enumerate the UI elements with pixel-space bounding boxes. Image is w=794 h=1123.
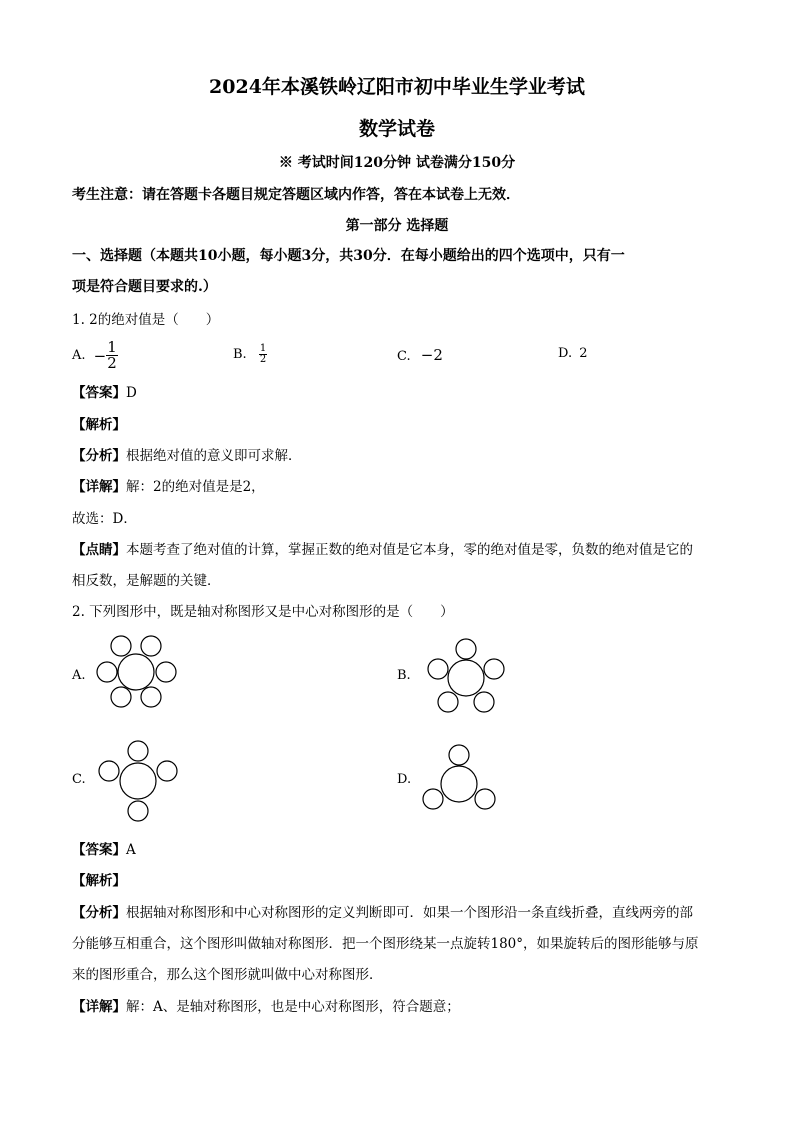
q1-option-a-label: A.	[72, 348, 86, 363]
q1-answer-tag: 【答案】	[72, 385, 126, 401]
q1-xiangjie-tag: 【详解】	[72, 479, 126, 495]
q2-figure-d-circle	[423, 789, 443, 809]
q2-xiangjie-text: 解：A、是轴对称图形，也是中心对称图形，符合题意；	[126, 999, 460, 1015]
q1-stem: 1. 2的绝对值是（ ）	[72, 312, 220, 328]
q2-figure-b-circle	[438, 692, 458, 712]
q2-fenxi-line3: 来的图形重合，那么这个图形就叫做中心对称图形．	[72, 967, 383, 983]
q1-fenxi-tag: 【分析】	[72, 448, 126, 464]
q2-fenxi-text: 根据轴对称图形和中心对称图形的定义判断即可．如果一个图形沿一条直线折叠，直线两旁的部	[126, 905, 693, 921]
q2-figure-b-circle	[456, 639, 476, 659]
q1-fenxi	[72, 444, 302, 464]
q2-figure-c-center-circle	[120, 763, 156, 799]
q1-option-b	[233, 344, 267, 365]
q1-dianjing-tag: 【点睛】	[72, 542, 126, 558]
q2-figure-b-circle	[484, 659, 504, 679]
q1-fenxi-text: 根据绝对值的意义即可求解．	[126, 448, 302, 464]
q1-dianjing	[72, 538, 693, 558]
q2-option-c-label: C.	[72, 772, 86, 787]
q2-fenxi-tag: 【分析】	[72, 905, 126, 921]
q2-figure-c-circle	[128, 741, 148, 761]
q1-option-d	[558, 346, 588, 361]
q2-option-b-label: B.	[397, 668, 411, 683]
q2-option-d-label: D.	[397, 772, 412, 787]
q1-answer-value: D	[126, 385, 137, 401]
subject-title: 数学试卷	[358, 118, 435, 140]
q1-xiangjie-text: 解：2的绝对值是是2，	[126, 479, 265, 495]
q2-figure-d-center-circle	[441, 766, 477, 802]
q2-figure-a-circle	[141, 636, 161, 656]
q2-figure-b	[420, 634, 520, 719]
q2-figure-b-circle	[428, 659, 448, 679]
q2-figure-a	[90, 630, 185, 715]
q1-answer	[72, 381, 137, 401]
q2-figure-c-circle	[157, 761, 177, 781]
q2-answer-tag: 【答案】	[72, 842, 126, 858]
q2-figure-a-circle	[156, 662, 176, 682]
q1-dianjing-line2: 相反数，是解题的关键．	[72, 573, 221, 589]
part-heading: 第一部分 选择题	[345, 218, 449, 234]
q1-analysis-tag	[72, 413, 126, 433]
q1-choose: 故选：D．	[72, 511, 137, 527]
q1-option-d-value: 2	[579, 346, 588, 361]
exam-title: 2024年本溪铁岭辽阳市初中毕业生学业考试	[209, 76, 585, 98]
section-heading-line1: 一、选择题（本题共10小题，每小题3分，共30分．在每小题给出的四个选项中，只有一	[72, 248, 625, 264]
q2-xiangjie	[72, 995, 460, 1015]
section-heading-line2: 项是符合题目要求的.）	[72, 279, 217, 295]
q2-figure-d-circle	[475, 789, 495, 809]
q2-figure-b-circle	[474, 692, 494, 712]
q2-figure-a-circle	[141, 687, 161, 707]
q2-fenxi-line2: 分能够互相重合，这个图形叫做轴对称图形．把一个图形绕某一点旋转180°，如果旋转后的图形能够与原	[72, 936, 699, 952]
q1-option-c-value: −2	[420, 346, 443, 364]
q1-analysis-label: 【解析】	[72, 417, 126, 433]
q2-option-a-label: A.	[72, 668, 86, 683]
q2-figure-a-circle	[111, 687, 131, 707]
q2-fenxi	[72, 901, 693, 921]
q2-figure-a-center-circle	[118, 654, 154, 690]
q1-option-d-label: D.	[558, 346, 573, 361]
q2-xiangjie-tag: 【详解】	[72, 999, 126, 1015]
exam-notice: 考生注意：请在答题卡各题目规定答题区域内作答，答在本试卷上无效．	[72, 187, 520, 203]
q2-figure-c	[92, 736, 187, 826]
q1-option-a-numerator: 1	[107, 338, 117, 356]
q2-figure-d	[416, 740, 506, 815]
q1-option-b-fraction	[259, 344, 267, 365]
exam-info: ※ 考试时间120分钟 试卷满分150分	[278, 155, 516, 171]
q2-figure-c-circle	[128, 801, 148, 821]
q1-option-a-denominator: 2	[107, 354, 117, 372]
q2-figure-a-circle	[97, 662, 117, 682]
q1-option-b-denominator: 2	[259, 354, 267, 365]
q1-option-a-fraction	[106, 340, 118, 371]
q1-option-b-numerator: 1	[259, 343, 267, 354]
q2-analysis-tag	[72, 869, 126, 889]
q1-dianjing-text: 本题考查了绝对值的计算，掌握正数的绝对值是它本身，零的绝对值是零，负数的绝对值是它的	[126, 542, 693, 558]
q1-xiangjie	[72, 475, 265, 495]
q1-option-a-sign: −	[93, 346, 107, 365]
q1-option-a	[72, 340, 118, 371]
q2-figure-c-circle	[99, 761, 119, 781]
q2-figure-d-circle	[449, 745, 469, 765]
q2-figure-a-circle	[111, 636, 131, 656]
q1-option-c	[397, 346, 443, 364]
q2-analysis-label: 【解析】	[72, 873, 126, 889]
q2-figure-b-center-circle	[448, 660, 484, 696]
q1-option-c-label: C.	[397, 349, 411, 364]
q2-answer-value: A	[126, 842, 136, 858]
q2-answer	[72, 838, 136, 858]
q2-stem: 2. 下列图形中，既是轴对称图形又是中心对称图形的是（ ）	[72, 604, 454, 620]
q1-option-b-label: B.	[233, 347, 247, 362]
